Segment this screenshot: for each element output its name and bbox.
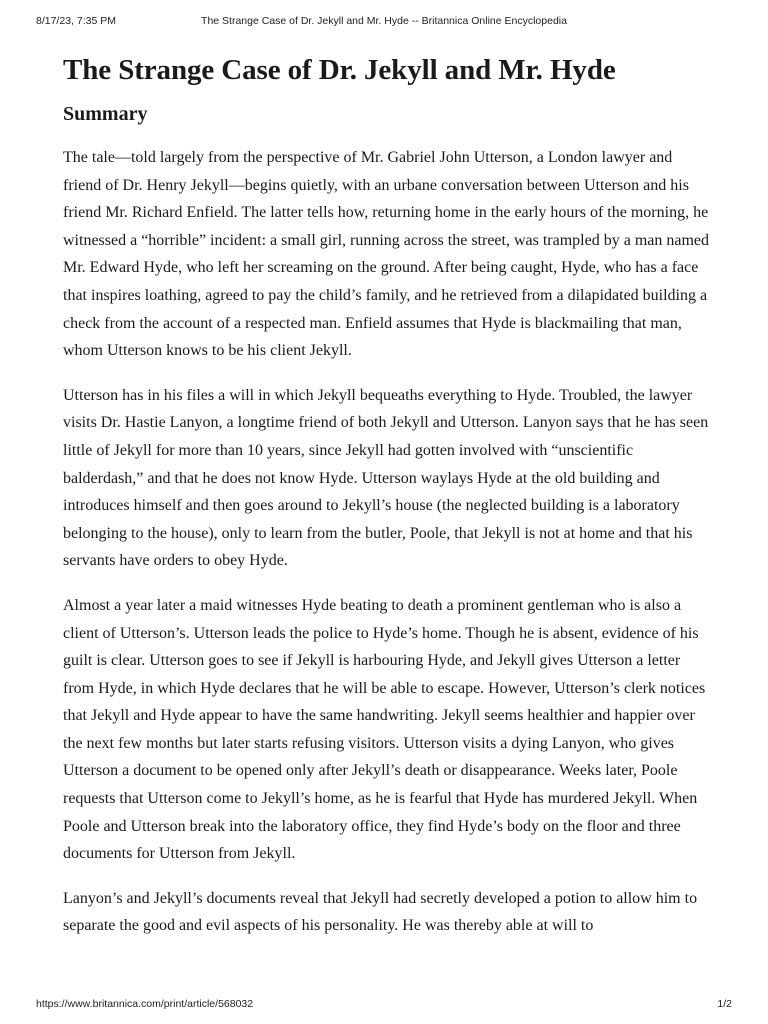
paragraph-1: The tale—told largely from the perspective of Mr. Gabriel John Utterson, a London lawyer and friend of Dr. Henry Jekyll—begins quietly, with an urbane conversation between Utterson and his friend Mr. Richard Enfield. The latter tells how, returning home in the early hours of the morning, he witnessed a “horrible” incident: a small girl, running across the street, was trampled by a man named Mr. Edward Hyde, who left her screaming on the ground. After being caught, Hyde, who has a face that inspires loathing, agreed to pay the child’s family, and he retrieved from a dilapidated building a check from the account of a respected man. Enfield assumes that Hyde is blackmailing that man, whom Utterson knows to be his client Jekyll. — [63, 149, 710, 360]
section-heading: Summary — [63, 103, 148, 125]
article-title: The Strange Case of Dr. Jekyll and Mr. Hyde — [63, 54, 616, 86]
print-url: https://www.britannica.com/print/article/568032 — [36, 998, 254, 1010]
page-number: 1/2 — [717, 998, 732, 1010]
print-date: 8/17/23, 7:35 PM — [36, 15, 116, 27]
paragraph-4: Lanyon’s and Jekyll’s documents reveal that Jekyll had secretly developed a potion to allow him to separate the good and evil aspects of his personality. He was thereby able at will to — [63, 889, 698, 935]
paragraph-3: Almost a year later a maid witnesses Hyde beating to death a prominent gentleman who is also a client of Utterson’s. Utterson leads the police to Hyde’s home. Though he is absent, evidence of his guilt is clear. Utterson goes to see if Jekyll is harbouring Hyde, and Jekyll gives Utterson a letter from Hyde, in which Hyde declares that he will be able to escape. However, Utterson’s clerk notices that Jekyll and Hyde appear to have the same handwriting. Jekyll seems healthier and happier over the next few months but later starts refusing visitors. Utterson visits a dying Lanyon, who gives Utterson a document to be opened only after Jekyll’s death or disappearance. Weeks later, Poole requests that Utterson come to Jekyll’s home, as he is fearful that Hyde has murdered Jekyll. When Poole and Utterson break into the laboratory office, they find Hyde’s body on the floor and three documents for Utterson from Jekyll. — [63, 596, 706, 863]
print-header — [36, 15, 732, 29]
print-page-title: The Strange Case of Dr. Jekyll and Mr. Hyde -- Britannica Online Encyclopedia — [201, 15, 567, 27]
print-footer — [36, 998, 732, 1012]
paragraph-2: Utterson has in his files a will in which Jekyll bequeaths everything to Hyde. Troubled, the lawyer visits Dr. Hastie Lanyon, a longtime friend of both Jekyll and Utterson. Lanyon says that he has seen little of Jekyll for more than 10 years, since Jekyll had gotten involved with “unscientific balderdash,” and that he does not know Hyde. Utterson waylays Hyde at the old building and introduces himself and then goes around to Jekyll’s house (the neglected building is a laboratory belonging to the house), only to learn from the butler, Poole, that Jekyll is not at home and that his servants have orders to obey Hyde. — [63, 386, 709, 570]
article-body — [63, 52, 713, 940]
